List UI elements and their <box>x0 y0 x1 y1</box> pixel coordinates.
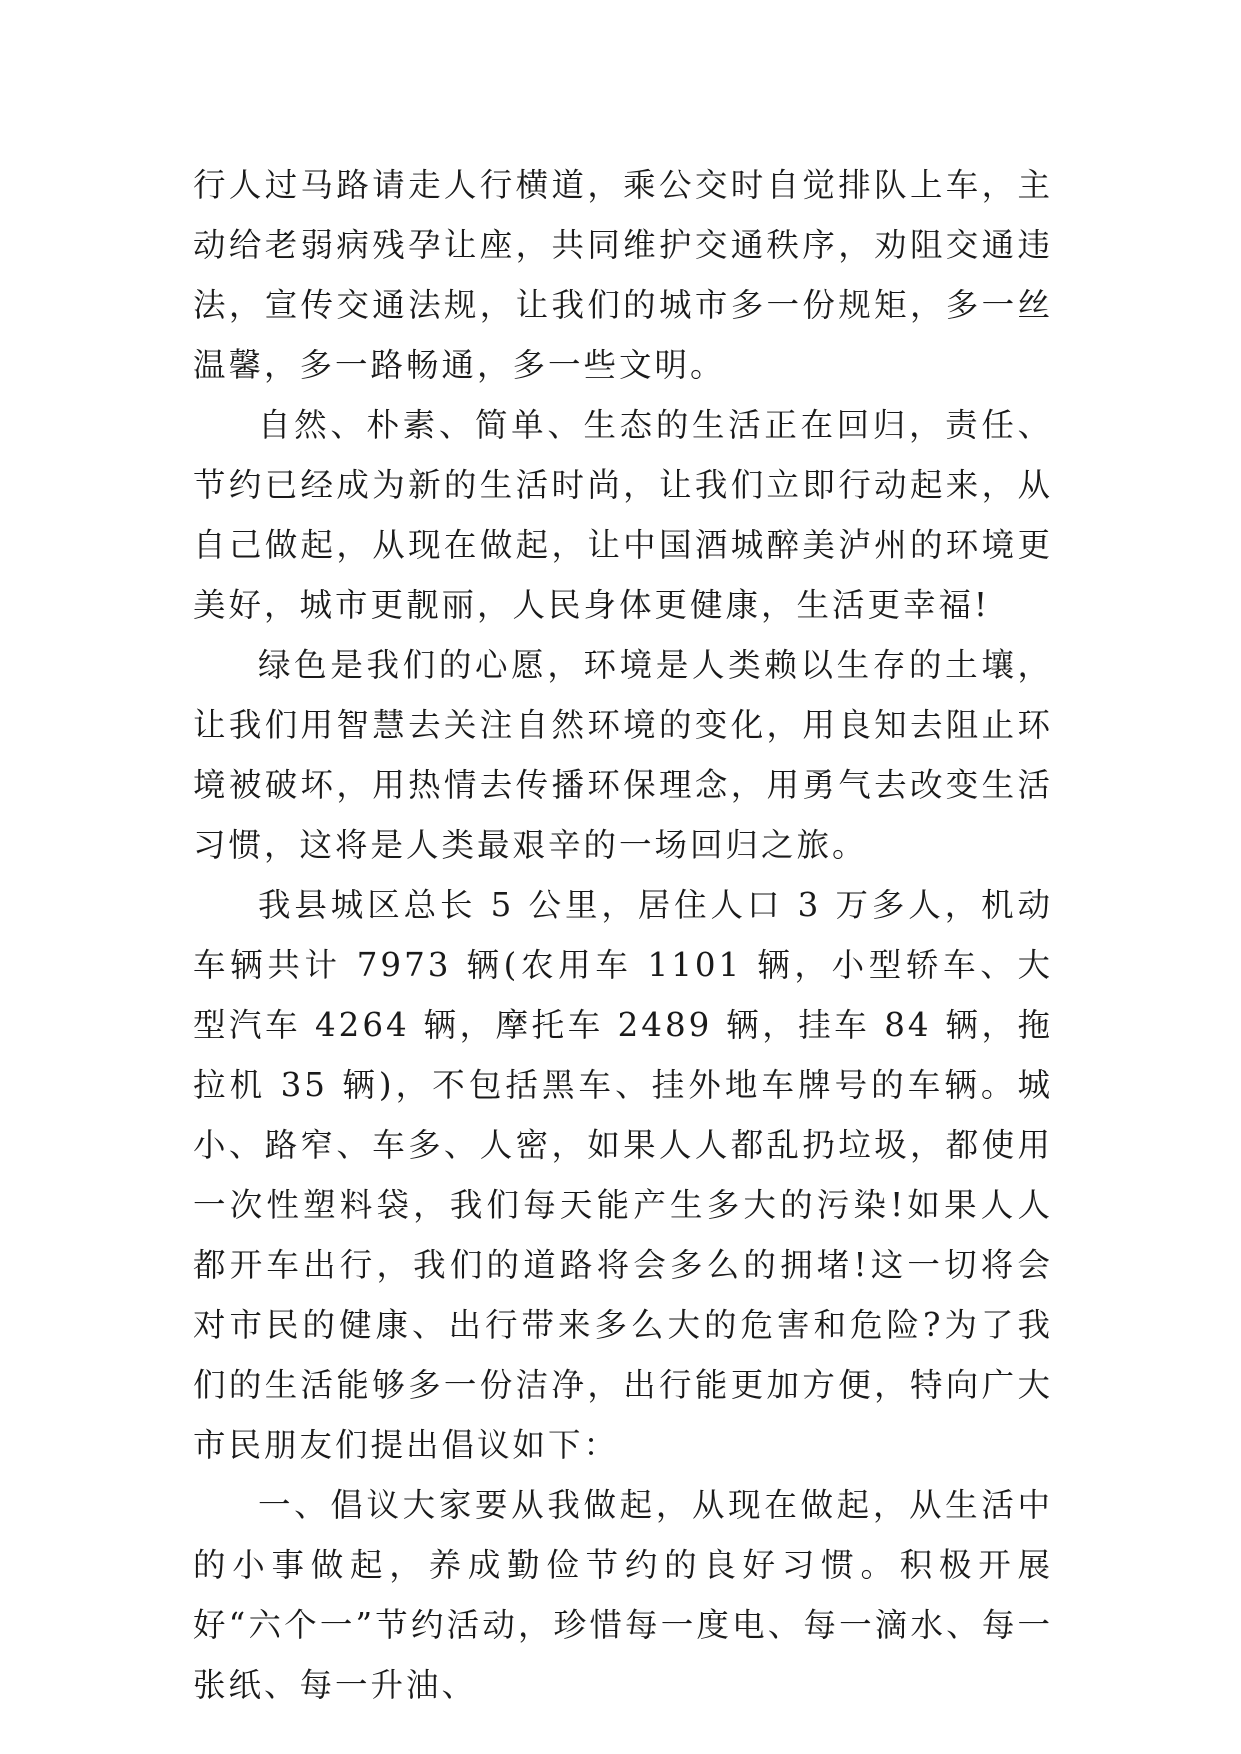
paragraph-green-lifestyle: 自然、朴素、简单、生态的生活正在回归，责任、节约已经成为新的生活时尚，让我们立即行动起来，从自己做起，从现在做起，让中国酒城醉美泸州的环境更美好，城市更靓丽，人民身体更健康，生活更幸福! <box>193 406 1053 624</box>
paragraph-county-statistics: 我县城区总长 5 公里，居住人口 3 万多人，机动车辆共计 7973 辆(农用车 1101 辆，小型轿车、大型汽车 4264 辆，摩托车 2489 辆，挂车 84 辆，拖拉机 35 辆)，不包括黑车、挂外地车牌号的车辆。城小、路窄、车多、人密，如果人人都乱扔垃圾，都使用一次性塑料袋，我们每天能产生多大的污染!如果人人都开车出行，我们的道路将会多么的拥堵!这一切将会对市民的健康、出行带来多么大的危害和危险?为了我们的生活能够多一份洁净，出行能更加方便，特向广大市民朋友们提出倡议如下： <box>193 886 1053 1464</box>
paragraph-environment-wish: 绿色是我们的心愿，环境是人类赖以生存的土壤，让我们用智慧去关注自然环境的变化，用良知去阻止环境被破坏，用热情去传播环保理念，用勇气去改变生活习惯，这将是人类最艰辛的一场回归之旅。 <box>193 646 1053 864</box>
paragraph-initiative-one: 一、倡议大家要从我做起，从现在做起，从生活中的小事做起，养成勤俭节约的良好习惯。积极开展好“六个一”节约活动，珍惜每一度电、每一滴水、每一张纸、每一升油、 <box>193 1486 1053 1704</box>
document-body <box>193 155 1053 1715</box>
paragraph-traffic-civility: 行人过马路请走人行横道，乘公交时自觉排队上车，主动给老弱病残孕让座，共同维护交通秩序，劝阻交通违法，宣传交通法规，让我们的城市多一份规矩，多一丝温馨，多一路畅通，多一些文明。 <box>193 166 1053 384</box>
